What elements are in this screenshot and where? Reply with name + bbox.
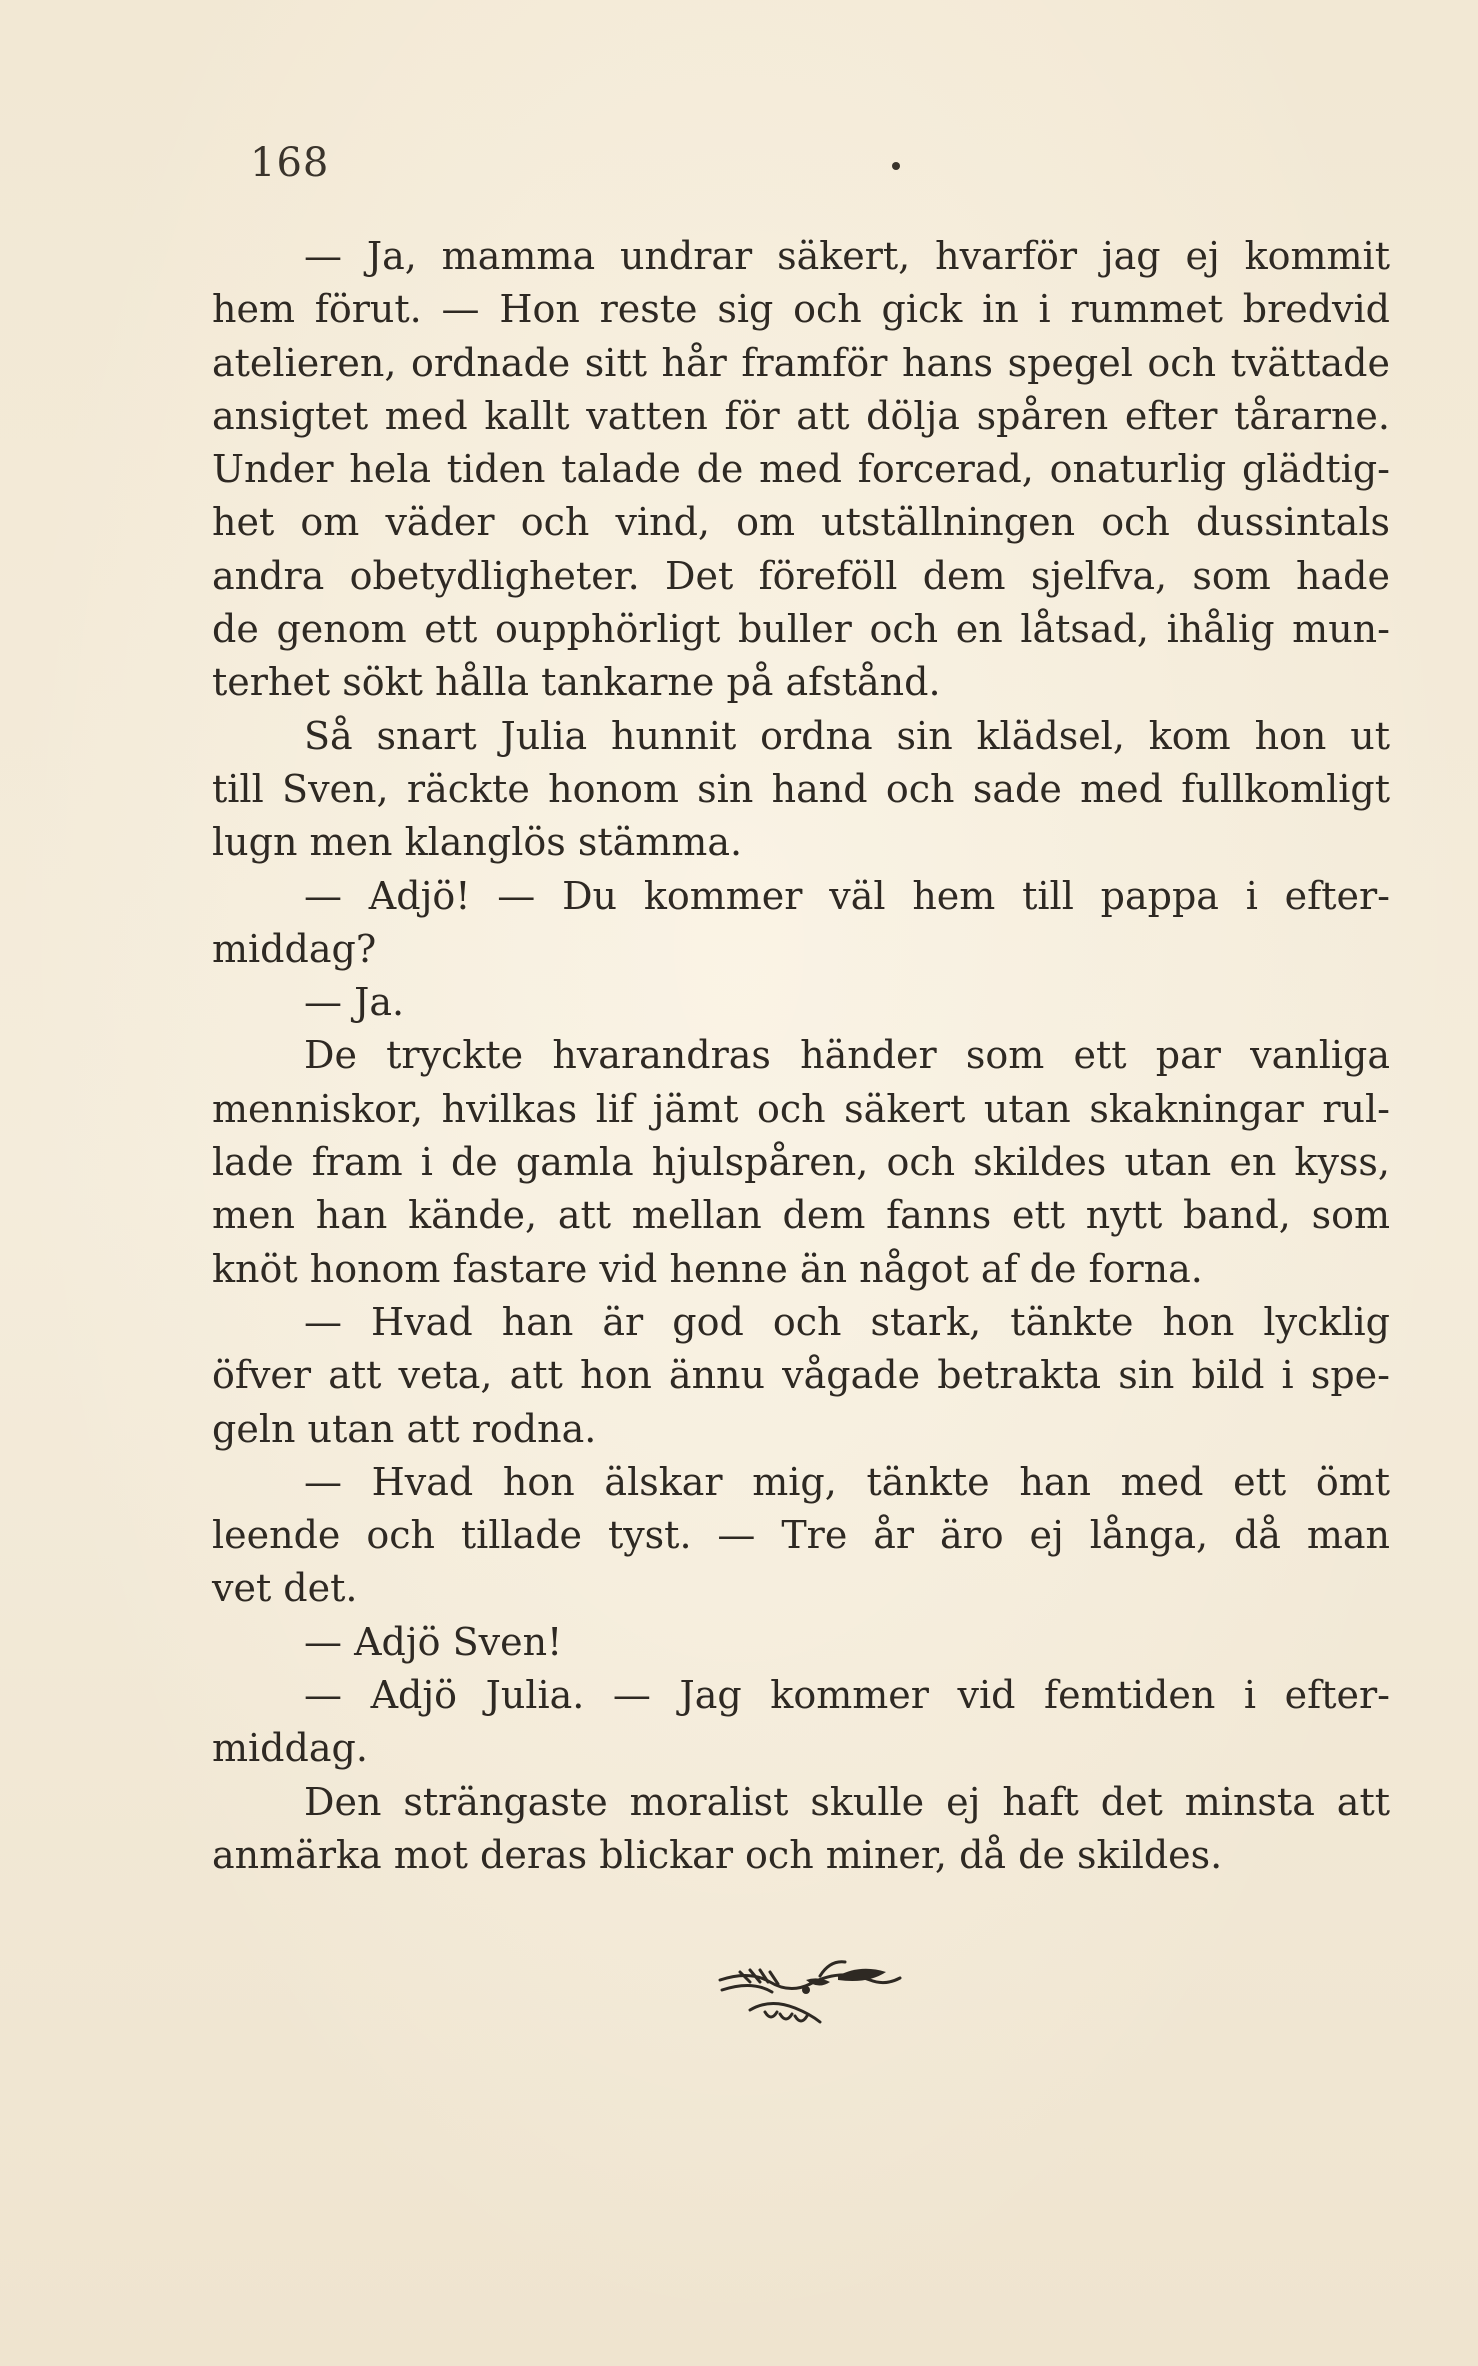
text-line: de genom ett oupphörligt buller och en låtsad, ihålig mun- — [212, 607, 1390, 652]
text-line: anmärka mot deras blickar och miner, då de skildes. — [212, 1832, 1223, 1877]
body-text — [212, 230, 1390, 1882]
text-line: hem förut. — Hon reste sig och gick in i rummet bredvid — [212, 287, 1390, 332]
text-line: middag. — [212, 1726, 368, 1771]
text-line: andra obetydligheter. Det föreföll dem sjelfva, som hade — [212, 553, 1390, 598]
text-line: men han kände, att mellan dem fanns ett nytt band, som — [212, 1193, 1390, 1238]
text-line: öfver att veta, att hon ännu vågade betrakta sin bild i spe- — [212, 1353, 1390, 1398]
text-line: knöt honom fastare vid henne än något af de forna. — [212, 1246, 1203, 1291]
text-line: lugn men klanglös stämma. — [212, 820, 743, 865]
text-line: — Hvad han är god och stark, tänkte hon lycklig — [304, 1299, 1390, 1344]
header-dot — [892, 162, 900, 170]
text-line: middag? — [212, 926, 377, 971]
text-line: het om väder och vind, om utställningen och dussintals — [212, 500, 1390, 545]
text-line: till Sven, räckte honom sin hand och sade med fullkomligt — [212, 766, 1390, 811]
text-line: geln utan att rodna. — [212, 1406, 597, 1451]
page-number: 168 — [250, 140, 330, 186]
text-line: Så snart Julia hunnit ordna sin klädsel, kom hon ut — [304, 713, 1390, 758]
text-line: Under hela tiden talade de med forcerad, onaturlig glädtig- — [212, 447, 1390, 492]
text-line: — Adjö! — Du kommer väl hem till pappa i efter- — [304, 873, 1390, 918]
text-line: — Ja, mamma undrar säkert, hvarför jag ej kommit — [304, 234, 1390, 278]
text-line: — Adjö Sven! — [304, 1619, 563, 1664]
floral-tailpiece-icon — [710, 1950, 910, 2040]
text-line: atelieren, ordnade sitt hår framför hans spegel och tvättade — [212, 340, 1390, 385]
text-line: Den strängaste moralist skulle ej haft det minsta att — [304, 1779, 1390, 1824]
text-line: menniskor, hvilkas lif jämt och säkert utan skakningar rul- — [212, 1086, 1390, 1131]
text-line: terhet sökt hålla tankarne på afstånd. — [212, 660, 941, 705]
text-line: lade fram i de gamla hjulspåren, och skildes utan en kyss, — [212, 1140, 1390, 1185]
text-line: — Hvad hon älskar mig, tänkte han med ett ömt — [304, 1459, 1390, 1504]
text-line: ansigtet med kallt vatten för att dölja spåren efter tårarne. — [212, 393, 1390, 438]
text-line: leende och tillade tyst. — Tre år äro ej långa, då man — [212, 1513, 1390, 1558]
text-line: — Adjö Julia. — Jag kommer vid femtiden i efter- — [304, 1673, 1390, 1718]
text-line: vet det. — [212, 1566, 358, 1611]
text-line: De tryckte hvarandras händer som ett par vanliga — [304, 1033, 1390, 1078]
text-line: — Ja. — [304, 980, 405, 1025]
